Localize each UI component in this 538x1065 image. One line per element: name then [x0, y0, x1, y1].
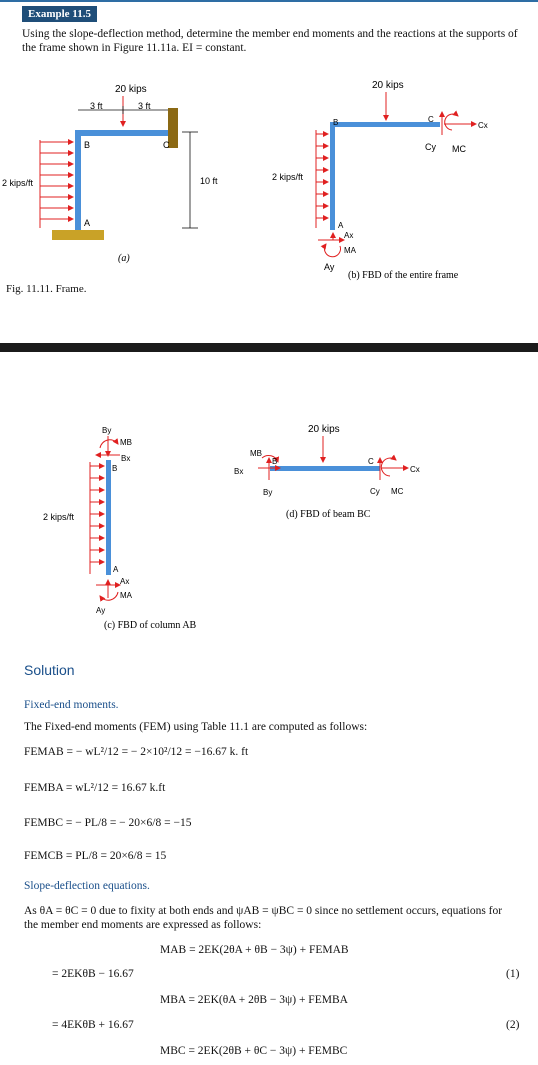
fig-c-caption: (c) FBD of column AB: [104, 620, 197, 631]
fig-b-ma: MA: [344, 246, 356, 255]
fig-a-joint-c: C: [163, 140, 170, 150]
figure-11-11-bottom: [0, 420, 538, 635]
fig-c-bx: Bx: [121, 454, 131, 463]
fig-d-joint-c: C: [368, 457, 374, 466]
fig-d-load: 20 kips: [308, 424, 340, 435]
fig-a-load: 20 kips: [115, 84, 147, 95]
fig-b-cy: Cy: [425, 142, 436, 152]
fig-d-mb: MB: [250, 449, 262, 458]
fig-c-joint-a: A: [113, 565, 119, 574]
eq2-number: (2): [506, 1019, 520, 1031]
fig-d-by: By: [263, 488, 273, 497]
solution-heading: Solution: [24, 662, 75, 678]
fig-b-cx: Cx: [478, 121, 488, 130]
fig-c-ma: MA: [120, 591, 132, 600]
fig-d-joint-b: B: [272, 457, 278, 466]
fig-a-dim-left: 3 ft: [90, 101, 103, 111]
figure-11-11-top: [0, 70, 538, 285]
intro-paragraph: Using the slope-deflection method, determine the member end moments and the reactions at the supports of the frame shown in Figure 11.11a. EI = constant.: [22, 28, 518, 54]
figure-c: [43, 426, 197, 631]
eq2-result: = 4EKθB + 16.67: [52, 1019, 134, 1031]
fem-bc-equation: FEMBC = − PL/8 = − 20×6/8 = −15: [24, 817, 192, 829]
fig-b-dist-load: 2 kips/ft: [272, 172, 304, 182]
fig-a-joint-b: B: [84, 140, 91, 150]
fig-d-mc: MC: [391, 487, 404, 496]
eq2-definition: MBA = 2EK(θA + 2θB − 3ψ) + FEMBA: [160, 994, 348, 1006]
fig-c-joint-b: B: [112, 464, 118, 473]
figure-b: [272, 80, 488, 281]
fig-c-dist-load: 2 kips/ft: [43, 512, 75, 522]
fig-a-joint-a: A: [84, 218, 91, 228]
fig-d-cx: Cx: [410, 465, 420, 474]
figure-d: [234, 424, 420, 520]
fig-b-caption: (b) FBD of the entire frame: [348, 270, 459, 281]
eq1-result: = 2EKθB − 16.67: [52, 968, 134, 980]
fem-intro: The Fixed-end moments (FEM) using Table 11.1 are computed as follows:: [24, 721, 368, 733]
top-rule: [0, 0, 538, 2]
fig-d-bx: Bx: [234, 467, 244, 476]
eq1-number: (1): [506, 968, 520, 980]
fig-d-cy: Cy: [370, 487, 380, 496]
fig-a-sublabel: (a): [118, 253, 130, 264]
fig-c-by: By: [102, 426, 112, 435]
fig-a-height: 10 ft: [200, 176, 218, 186]
figure-a: [2, 84, 218, 264]
fig-c-ax: Ax: [120, 577, 130, 586]
fig-b-ax: Ax: [344, 231, 354, 240]
fig-b-ay: Ay: [324, 262, 335, 272]
fig-a-dist-load: 2 kips/ft: [2, 178, 34, 188]
eq1-definition: MAB = 2EK(2θA + θB − 3ψ) + FEMAB: [160, 944, 349, 956]
fem-ab-equation: FEMAB = − wL²/12 = − 2×10²/12 = −16.67 k. ft: [24, 746, 249, 758]
slope-deflection-heading: Slope-deflection equations.: [24, 880, 150, 892]
fig-b-joint-a: A: [338, 221, 344, 230]
figure-caption: Fig. 11.11. Frame.: [6, 283, 87, 295]
fem-ba-equation: FEMBA = wL²/12 = 16.67 k.ft: [24, 782, 166, 794]
fig-b-mc: MC: [452, 144, 466, 154]
fig-a-dim-right: 3 ft: [138, 101, 151, 111]
eq3-definition: MBC = 2EK(2θB + θC − 3ψ) + FEMBC: [160, 1045, 348, 1057]
fig-d-caption: (d) FBD of beam BC: [286, 509, 371, 520]
fig-b-joint-b: B: [333, 118, 339, 127]
fig-b-joint-c: C: [428, 115, 434, 124]
fem-heading: Fixed-end moments.: [24, 699, 119, 711]
fig-c-mb: MB: [120, 438, 132, 447]
example-label: Example 11.5: [22, 6, 97, 22]
separator-bar: [0, 343, 538, 352]
fem-cb-equation: FEMCB = PL/8 = 20×6/8 = 15: [24, 850, 167, 862]
slope-deflection-intro: As θA = θC = 0 due to fixity at both ends and ψAB = ψBC = 0 since no settlement occurs, equations for the member end moments are expressed as follows:: [24, 905, 503, 931]
fig-b-load: 20 kips: [372, 80, 404, 91]
fig-c-ay: Ay: [96, 606, 106, 615]
